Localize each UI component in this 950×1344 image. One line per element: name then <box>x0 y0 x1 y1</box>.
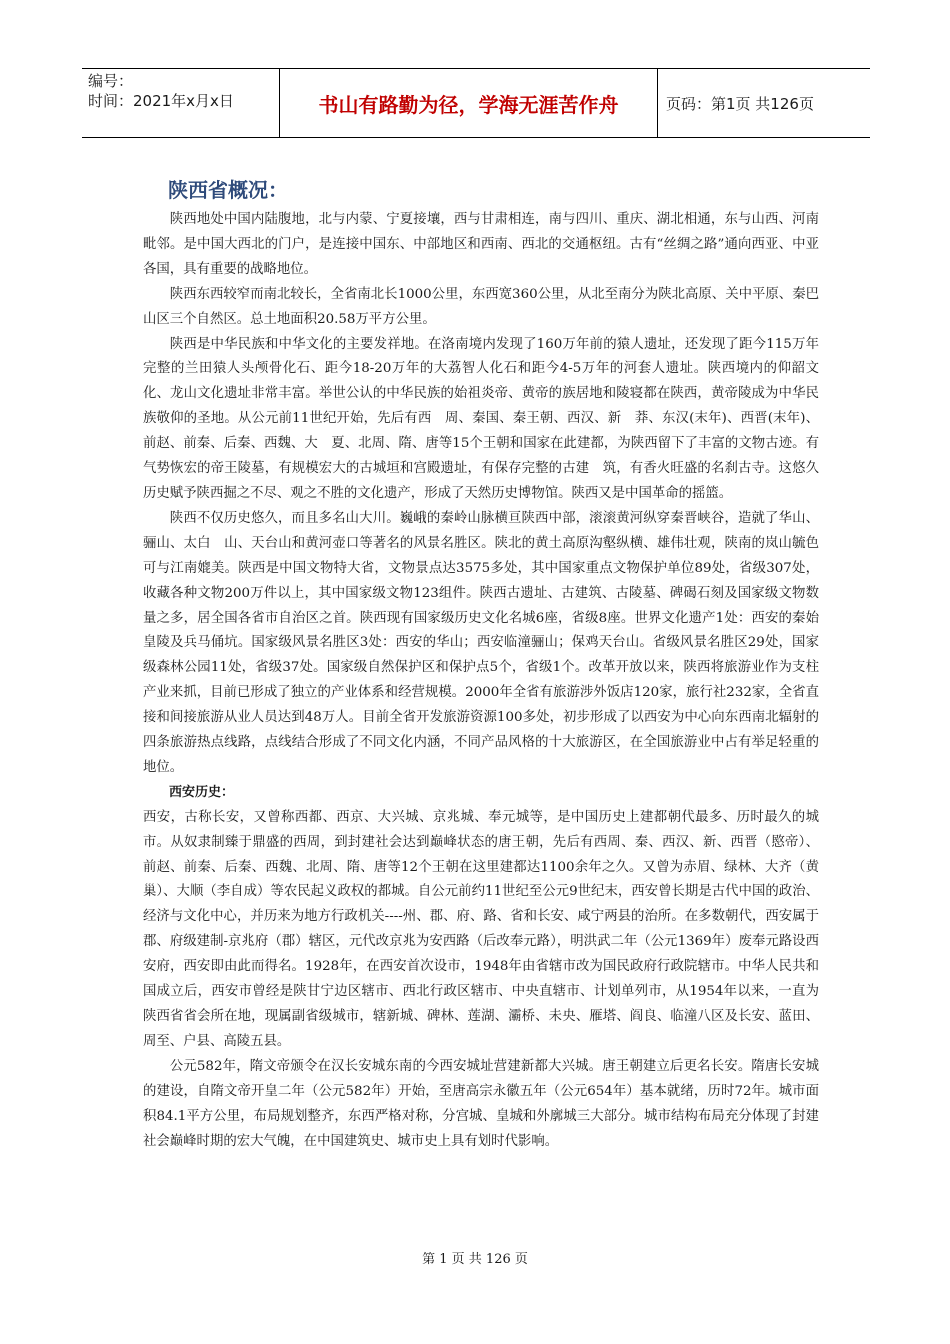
paragraph-location: 陕西地处中国内陆腹地，北与内蒙、宁夏接壤，西与甘肃相连，南与四川、重庆、湖北相通，东与山西、河南毗邻。是中国大西北的门户，是连接中国东、中部地区和西南、西北的交通枢纽。古有“丝绸之路”通向西亚、中亚各国，具有重要的战略地位。 <box>143 212 819 277</box>
subheading-xian-history: 西安历史： <box>169 784 235 800</box>
paragraph-geography: 陕西东西较窄而南北较长，全省南北长1000公里，东西宽360公里，从北至南分为陕北高原、关中平原、秦巴山区三个自然区。总土地面积20.58万平方公里。 <box>143 286 819 327</box>
paragraph-history: 陕西是中华民族和中华文化的主要发祥地。在洛南境内发现了160万年前的猿人遗址，还发现了距今115万年完整的兰田猿人头颅骨化石、距今18-20万年的大荔智人化石和距今4-5万年的河套人遗址。陕西境内的仰韶文化、龙山文化遗址非常丰富。举世公认的中华民族的始祖炎帝、黄帝的族居地和陵寝都在陕西，黄帝陵成为中华民族敬仰的圣地。从公元前11世纪开始，先后有西 周、秦国、秦王朝、西汉、新 莽、东汉(末年)、西晋(末年)、前赵、前秦、后秦、西魏、大 夏、北周、隋、唐等15个王朝和国家在此建都，为陕西留下了丰富的文物古迹。有气势恢宏的帝王陵墓，有规模宏大的古城垣和宫殿遗址，有保存完整的古建 筑，有香火旺盛的名刹古寺。这悠久历史赋予陕西掘之不尽、观之不胜的文化遗产，形成了天然历史博物馆。陕西又是中国革命的摇篮。 <box>143 336 819 501</box>
paragraph-sui-tang-changan: 公元582年，隋文帝颁令在汉长安城东南的今西安城址营建新都大兴城。唐王朝建立后更名长安。隋唐长安城的建设，自隋文帝开皇二年（公元582年）开始，至唐高宗永徽五年（公元654年）基本就绪，历时72年。城市面积84.1平方公里，布局规划整齐，东西严格对称，分宫城、皇城和外廓城三大部分。城市结构布局充分体现了封建社会巅峰时期的宏大气魄，在中国建筑史、城市史上具有划时代影响。 <box>143 1058 819 1149</box>
page-footer: 第 1 页 共 126 页 <box>422 1252 528 1267</box>
document-number-label: 编号： <box>88 72 134 90</box>
paragraph-scenery-tourism: 陕西不仅历史悠久，而且多名山大川。巍峨的秦岭山脉横亘陕西中部，滚滚黄河纵穿秦晋峡谷，造就了华山、骊山、太白 山、天台山和黄河壶口等著名的风景名胜区。陕北的黄土高原沟壑纵横、雄伟壮观，陕南的岚山毓色可与江南媲美。陕西是中国文物特大省，文物景点达3575多处，其中国家重点文物保护单位89处，省级307处，收藏各种文物200万件以上，其中国家级文物123组件。陕西古遗址、古建筑、古陵墓、碑碣石刻及国家级文物数量之多，居全国各省市自治区之首。陕西现有国家级历史文化名城6座，省级8座。世界文化遗产1处：西安的秦始皇陵及兵马俑坑。国家级风景名胜区3处：西安的华山；西安临潼骊山；保鸡天台山。省级风景名胜区29处，国家级森林公园11处，省级37处。国家级自然保护区和保护点5个，省级1个。改革开放以来，陕西将旅游业作为支柱产业来抓，目前已形成了独立的产业体系和经营规模。2000年全省有旅游涉外饭店120家，旅行社232家，全省直接和间接旅游从业人员达到48万人。目前全省开发旅游资源100多处，初步形成了以西安为中心向东西南北辐射的四条旅游热点线路，点线结合形成了不同文化内涵，不同产品风格的十大旅游区，在全国旅游业中占有举足轻重的地位。 <box>143 510 819 775</box>
paragraph-xian-history: 西安，古称长安，又曾称西都、西京、大兴城、京兆城、奉元城等，是中国历史上建都朝代最多、历时最久的城市。从奴隶制臻于鼎盛的西周，到封建社会达到巅峰状态的唐王朝，先后有西周、秦、西汉、新、西晋（愍帝）、前赵、前秦、后秦、西魏、北周、隋、唐等12个王朝在这里建都达1100余年之久。又曾为赤眉、绿林、大齐（黄巢）、大顺（李自成）等农民起义政权的都城。自公元前约11世纪至公元9世纪末，西安曾长期是古代中国的政治、经济与文化中心，并历来为地方行政机关----州、郡、府、路、省和长安、咸宁两县的治所。在多数朝代，西安属于郡、府级建制-京兆府（郡）辖区，元代改京兆为安西路（后改奉元路），明洪武二年（公元1369年）废奉元路设西安府，西安即由此而得名。1928年，在西安首次设市，1948年由省辖市改为国民政府行政院辖市。中华人民共和国成立后，西安市曾经是陕甘宁边区辖市、西北行政区辖市、中央直辖市、计划单列市，从1954年以来，一直为陕西省省会所在地，现属副省级城市，辖新城、碑林、莲湖、灞桥、未央、雁塔、阎良、临潼八区及长安、蓝田、周至、户县、高陵五县。 <box>143 809 819 1049</box>
header-motto: 书山有路勤为径，学海无涯苦作舟 <box>280 69 658 137</box>
header-page-info: 页码：第1页 共126页 <box>666 94 814 113</box>
document-date: 时间：2021年x月x日 <box>88 92 234 110</box>
page-header <box>82 68 870 138</box>
header-left-cell <box>82 69 280 137</box>
section-title: 陕西省概况： <box>168 178 288 202</box>
document-body <box>143 208 819 1154</box>
